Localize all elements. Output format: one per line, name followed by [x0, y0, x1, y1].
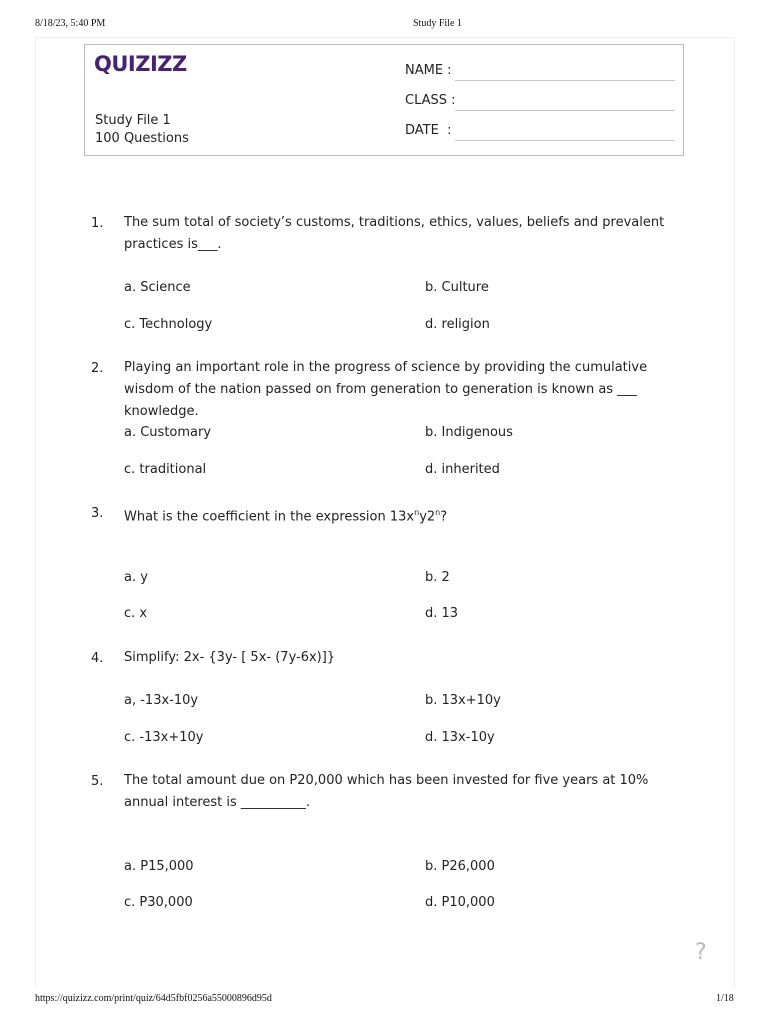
option-d[interactable]: d. inherited [425, 462, 500, 477]
class-label: CLASS : [405, 93, 456, 108]
option-d[interactable]: d. 13 [425, 606, 459, 621]
quiz-title: Study File 1 [95, 113, 171, 128]
question-number: 3. [91, 506, 104, 521]
class-field[interactable] [455, 110, 675, 111]
option-b[interactable]: b. 2 [425, 570, 450, 585]
question-text: Playing an important role in the progress of science by providing the cumulative wisdom of the nation passed on from generation to generation is known as ___ knowledge. [124, 360, 648, 419]
option-c[interactable]: c. -13x+10y [124, 730, 204, 745]
option-d[interactable]: d. 13x-10y [425, 730, 495, 745]
help-icon[interactable]: ? [695, 940, 707, 965]
date-label: DATE : [405, 123, 452, 138]
option-d[interactable]: d. religion [425, 317, 490, 332]
question-number: 1. [91, 216, 104, 231]
option-a[interactable]: a. Science [124, 280, 191, 295]
option-b[interactable]: b. Culture [425, 280, 489, 295]
print-url: https://quizizz.com/print/quiz/64d5fbf0256a55000896d95d [35, 993, 272, 1004]
question-text: Simplify: 2x- {3y- [ 5x- (7y-6x)]} [124, 650, 336, 665]
option-b[interactable]: b. 13x+10y [425, 693, 501, 708]
question-number: 4. [91, 651, 104, 666]
print-title: Study File 1 [413, 18, 462, 29]
option-c[interactable]: c. Technology [124, 317, 213, 332]
option-a[interactable]: a. P15,000 [124, 859, 194, 874]
date-field[interactable] [455, 140, 675, 141]
print-datetime: 8/18/23, 5:40 PM [35, 18, 106, 29]
option-a[interactable]: a, -13x-10y [124, 693, 199, 708]
option-c[interactable]: c. P30,000 [124, 895, 193, 910]
option-c[interactable]: c. x [124, 606, 148, 621]
question-text: The total amount due on P20,000 which has been invested for five years at 10% annual interest is __________. [124, 773, 649, 810]
option-b[interactable]: b. P26,000 [425, 859, 495, 874]
option-c[interactable]: c. traditional [124, 462, 207, 477]
quizizz-logo: QUIZIZZ [94, 52, 187, 76]
name-field[interactable] [455, 80, 675, 81]
question-number: 2. [91, 361, 104, 376]
option-d[interactable]: d. P10,000 [425, 895, 495, 910]
question-text: What is the coefficient in the expression $13x^ny2^n$? [124, 508, 448, 525]
question-count: 100 Questions [95, 131, 189, 146]
question-text: The sum total of society’s customs, traditions, ethics, values, beliefs and prevalent practices is___. [124, 215, 665, 252]
option-a[interactable]: a. Customary [124, 425, 212, 440]
name-label: NAME : [405, 63, 452, 78]
page-number: 1/18 [716, 993, 734, 1004]
option-b[interactable]: b. Indigenous [425, 425, 513, 440]
option-a[interactable]: a. y [124, 570, 148, 585]
question-number: 5. [91, 774, 104, 789]
